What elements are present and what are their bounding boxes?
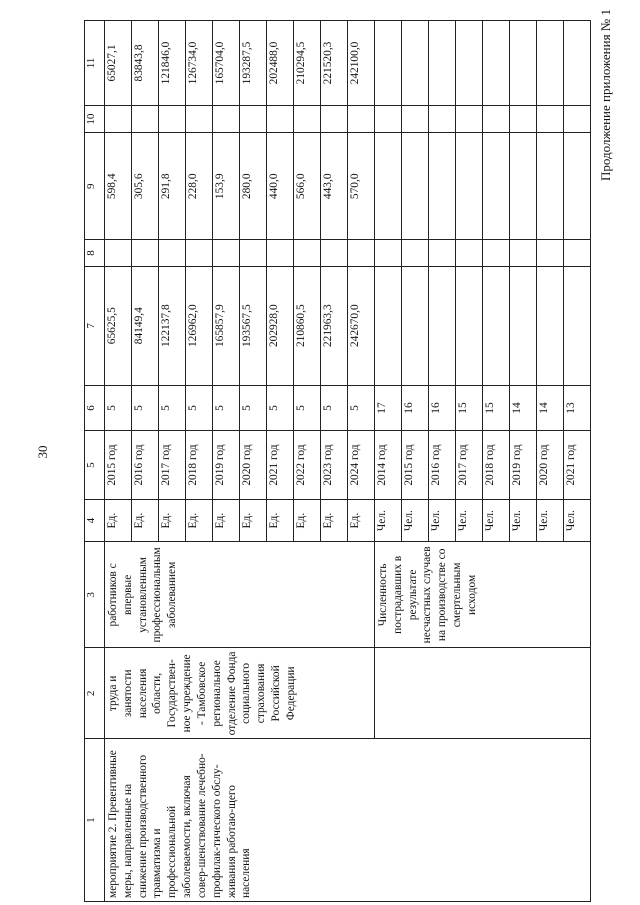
year-cell: 2015 год	[105, 431, 132, 500]
empty-cell	[375, 21, 402, 106]
value-cell: 15	[456, 385, 483, 430]
program-table	[84, 20, 591, 902]
empty-cell	[321, 105, 348, 132]
empty-cell	[510, 105, 537, 132]
amount-cell: 121846,0	[159, 21, 186, 106]
empty-cell	[186, 240, 213, 266]
unit-cell: Ед.	[348, 499, 375, 541]
unit-cell: Ед.	[213, 499, 240, 541]
amount-cell: 83843,8	[132, 21, 159, 106]
unit-cell: Ед.	[105, 499, 132, 541]
empty-cell	[510, 266, 537, 385]
amount-cell: 165857,9	[213, 266, 240, 385]
unit-cell: Чел.	[375, 499, 402, 541]
empty-cell	[402, 21, 429, 106]
value-cell: 305,6	[132, 133, 159, 240]
value-cell: 14	[510, 385, 537, 430]
amount-cell: 126962,0	[186, 266, 213, 385]
header-number-cell: 10	[85, 105, 105, 132]
year-cell: 2016 год	[429, 431, 456, 500]
table-row	[105, 21, 132, 902]
header-number-cell: 1	[85, 739, 105, 902]
year-cell: 2021 год	[564, 431, 591, 500]
year-cell: 2023 год	[321, 431, 348, 500]
value-cell: 14	[537, 385, 564, 430]
header-number-cell: 2	[85, 648, 105, 739]
amount-cell: 242100,0	[348, 21, 375, 106]
empty-cell	[267, 240, 294, 266]
empty-cell	[132, 240, 159, 266]
empty-cell	[483, 266, 510, 385]
empty-cell	[483, 21, 510, 106]
value-cell: 5	[132, 385, 159, 430]
year-cell: 2015 год	[402, 431, 429, 500]
empty-cell	[267, 105, 294, 132]
year-cell: 2018 год	[186, 431, 213, 500]
empty-cell	[564, 21, 591, 106]
amount-cell: 242670,0	[348, 266, 375, 385]
value-cell: 5	[267, 385, 294, 430]
empty-cell	[429, 21, 456, 106]
amount-cell: 126734,0	[186, 21, 213, 106]
unit-cell: Ед.	[132, 499, 159, 541]
indicator-cell: работников с впервые установленным профессиональным заболеванием	[105, 542, 375, 648]
value-cell: 228,0	[186, 133, 213, 240]
value-cell: 598,4	[105, 133, 132, 240]
unit-cell: Чел.	[483, 499, 510, 541]
year-cell: 2020 год	[240, 431, 267, 500]
amount-cell: 65027,1	[105, 21, 132, 106]
value-cell: 566,0	[294, 133, 321, 240]
empty-cell	[483, 240, 510, 266]
empty-cell	[240, 105, 267, 132]
value-cell: 440,0	[267, 133, 294, 240]
executor-cell: труда и занятости населения области, Государствен-ное учреждение - Тамбовское региональное отделение Фонда социального страхования Российской Федерации	[105, 648, 375, 739]
value-cell: 5	[159, 385, 186, 430]
empty-cell	[402, 105, 429, 132]
value-cell: 5	[105, 385, 132, 430]
unit-cell: Ед.	[294, 499, 321, 541]
value-cell: 291,8	[159, 133, 186, 240]
year-cell: 2017 год	[456, 431, 483, 500]
year-cell: 2021 год	[267, 431, 294, 500]
page-number: 30	[35, 445, 50, 459]
header-number-cell: 8	[85, 240, 105, 266]
value-cell: 16	[402, 385, 429, 430]
empty-cell	[402, 266, 429, 385]
empty-cell	[402, 240, 429, 266]
value-cell: 16	[429, 385, 456, 430]
unit-cell: Ед.	[159, 499, 186, 541]
value-cell: 13	[564, 385, 591, 430]
unit-cell: Чел.	[402, 499, 429, 541]
empty-cell	[375, 133, 402, 240]
amount-cell: 202928,0	[267, 266, 294, 385]
empty-cell	[510, 21, 537, 106]
empty-cell	[321, 240, 348, 266]
empty-cell	[105, 105, 132, 132]
empty-cell	[429, 266, 456, 385]
empty-cell	[375, 266, 402, 385]
empty-cell	[564, 240, 591, 266]
amount-cell: 65625,5	[105, 266, 132, 385]
header-number-cell: 3	[85, 542, 105, 648]
unit-cell: Чел.	[564, 499, 591, 541]
amount-cell: 210860,5	[294, 266, 321, 385]
header-number-cell: 4	[85, 499, 105, 541]
header-number-cell: 6	[85, 385, 105, 430]
header-number-row	[85, 21, 105, 902]
empty-cell	[537, 266, 564, 385]
amount-cell: 193287,5	[240, 21, 267, 106]
empty-cell	[429, 240, 456, 266]
empty-cell	[105, 240, 132, 266]
appendix-title: Продолжение приложения № 1	[598, 9, 613, 181]
empty-cell	[564, 105, 591, 132]
unit-cell: Ед.	[321, 499, 348, 541]
empty-cell	[456, 266, 483, 385]
year-cell: 2019 год	[213, 431, 240, 500]
value-cell: 5	[240, 385, 267, 430]
empty-cell	[483, 133, 510, 240]
value-cell: 570,0	[348, 133, 375, 240]
amount-cell: 122137,8	[159, 266, 186, 385]
amount-cell: 165704,0	[213, 21, 240, 106]
empty-cell	[375, 105, 402, 132]
unit-cell: Ед.	[240, 499, 267, 541]
header-number-cell: 7	[85, 266, 105, 385]
empty-cell	[456, 21, 483, 106]
year-cell: 2016 год	[132, 431, 159, 500]
value-cell: 443,0	[321, 133, 348, 240]
empty-cell	[537, 105, 564, 132]
value-cell: 5	[213, 385, 240, 430]
unit-cell: Чел.	[429, 499, 456, 541]
empty-cell	[240, 240, 267, 266]
empty-cell	[348, 105, 375, 132]
empty-cell	[537, 21, 564, 106]
value-cell: 5	[186, 385, 213, 430]
empty-cell	[456, 240, 483, 266]
value-cell: 5	[321, 385, 348, 430]
unit-cell: Чел.	[537, 499, 564, 541]
empty-cell	[402, 133, 429, 240]
empty-cell	[159, 240, 186, 266]
value-cell: 5	[294, 385, 321, 430]
empty-cell	[429, 105, 456, 132]
empty-cell	[375, 240, 402, 266]
value-cell: 153,9	[213, 133, 240, 240]
year-cell: 2024 год	[348, 431, 375, 500]
year-cell: 2022 год	[294, 431, 321, 500]
header-number-cell: 11	[85, 21, 105, 106]
year-cell: 2018 год	[483, 431, 510, 500]
amount-cell: 193567,5	[240, 266, 267, 385]
empty-cell	[483, 105, 510, 132]
empty-cell	[348, 240, 375, 266]
indicator-cell: Численность пострадавших в результате несчастных случаев на производстве со смертельным исходом	[375, 542, 591, 648]
empty-cell	[564, 266, 591, 385]
unit-cell: Ед.	[186, 499, 213, 541]
empty-cell	[213, 105, 240, 132]
amount-cell: 221520,3	[321, 21, 348, 106]
empty-cell	[159, 105, 186, 132]
value-cell: 15	[483, 385, 510, 430]
empty-cell	[429, 133, 456, 240]
amount-cell: 210294,5	[294, 21, 321, 106]
empty-cell	[564, 133, 591, 240]
empty-cell	[537, 133, 564, 240]
empty-cell	[294, 105, 321, 132]
amount-cell: 202488,0	[267, 21, 294, 106]
amount-cell: 221963,3	[321, 266, 348, 385]
empty-cell	[456, 133, 483, 240]
value-cell: 280,0	[240, 133, 267, 240]
year-cell: 2017 год	[159, 431, 186, 500]
unit-cell: Чел.	[510, 499, 537, 541]
value-cell: 17	[375, 385, 402, 430]
empty-cell	[510, 240, 537, 266]
amount-cell: 84149,4	[132, 266, 159, 385]
unit-cell: Ед.	[267, 499, 294, 541]
value-cell: 5	[348, 385, 375, 430]
empty-cell	[186, 105, 213, 132]
empty-cell	[537, 240, 564, 266]
header-number-cell: 9	[85, 133, 105, 240]
year-cell: 2014 год	[375, 431, 402, 500]
header-number-cell: 5	[85, 431, 105, 500]
empty-cell	[456, 105, 483, 132]
year-cell: 2019 год	[510, 431, 537, 500]
year-cell: 2020 год	[537, 431, 564, 500]
rotated-table-wrapper	[84, 20, 584, 902]
empty-cell	[132, 105, 159, 132]
measure-name-cell: мероприятие 2. Превентивные меры, направленные на снижение производственного травматизма и профессиональной заболеваемости, включая совер-шенствование лечебно-профилак-тического обслу-живания работаю-щего населения	[105, 739, 591, 902]
empty-cell	[213, 240, 240, 266]
unit-cell: Чел.	[456, 499, 483, 541]
table-body	[85, 21, 591, 902]
executor-cell-empty	[375, 648, 591, 739]
empty-cell	[294, 240, 321, 266]
empty-cell	[510, 133, 537, 240]
